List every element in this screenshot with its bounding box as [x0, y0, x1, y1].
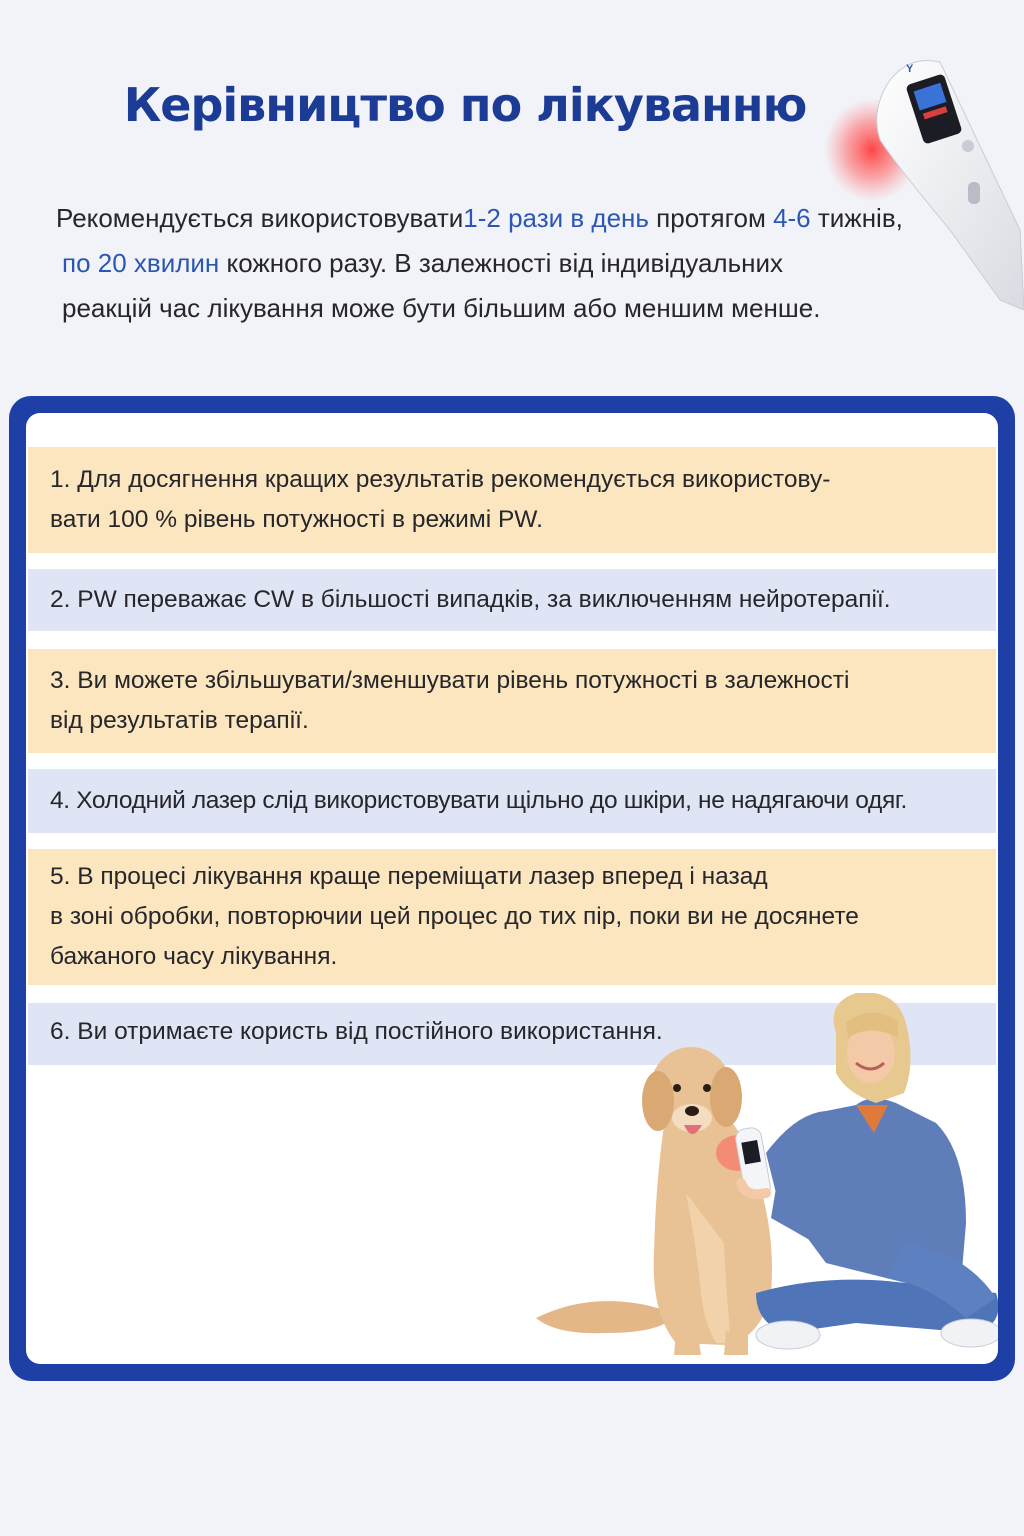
tips-panel-inner — [26, 413, 998, 1364]
tip-text: 4. Холодний лазер слід використовувати щільно до шкіри, не надягаючи одяг. — [50, 787, 907, 814]
dog-icon — [536, 1047, 772, 1355]
intro-text — [56, 196, 986, 331]
intro-line-3: реакцій час лікування може бути більшим або меншим менше. — [62, 293, 821, 323]
tip-text: 6. Ви отримаєте користь від постійного використання. — [50, 1018, 663, 1045]
tip-text: 2. PW переважає CW в більшості випадків, за виключенням нейротерапії. — [50, 586, 891, 613]
tips-panel — [9, 396, 1015, 1381]
tip-item-1 — [28, 447, 996, 553]
svg-text:Y: Y — [906, 63, 914, 75]
tip-item-5 — [28, 849, 996, 985]
page-title: Керівництво по лікуванню — [123, 78, 807, 132]
woman-with-dog-illustration — [526, 993, 998, 1363]
woman-icon — [741, 993, 998, 1349]
tip-text: 3. Ви можете збільшувати/зменшувати рівень потужності в залежності від результатів терапії. — [50, 667, 850, 734]
tip-text: 5. В процесі лікування краще переміщати лазер вперед і назад в зоні обробки, повторючии цей процес до тих пір, поки ви не досянете бажаного часу лікування. — [50, 863, 859, 970]
tip-item-2 — [28, 569, 996, 631]
tip-item-3 — [28, 649, 996, 753]
intro-line-1: Рекомендується використовувати1-2 рази в день протягом 4-6 тижнів, — [56, 203, 903, 233]
tip-text: 1. Для досягнення кращих результатів рекомендується використову- вати 100 % рівень потужності в режимі PW. — [50, 466, 831, 533]
intro-line-2: по 20 хвилин кожного разу. В залежності від індивідуальних — [62, 248, 784, 278]
tip-item-4 — [28, 769, 996, 833]
